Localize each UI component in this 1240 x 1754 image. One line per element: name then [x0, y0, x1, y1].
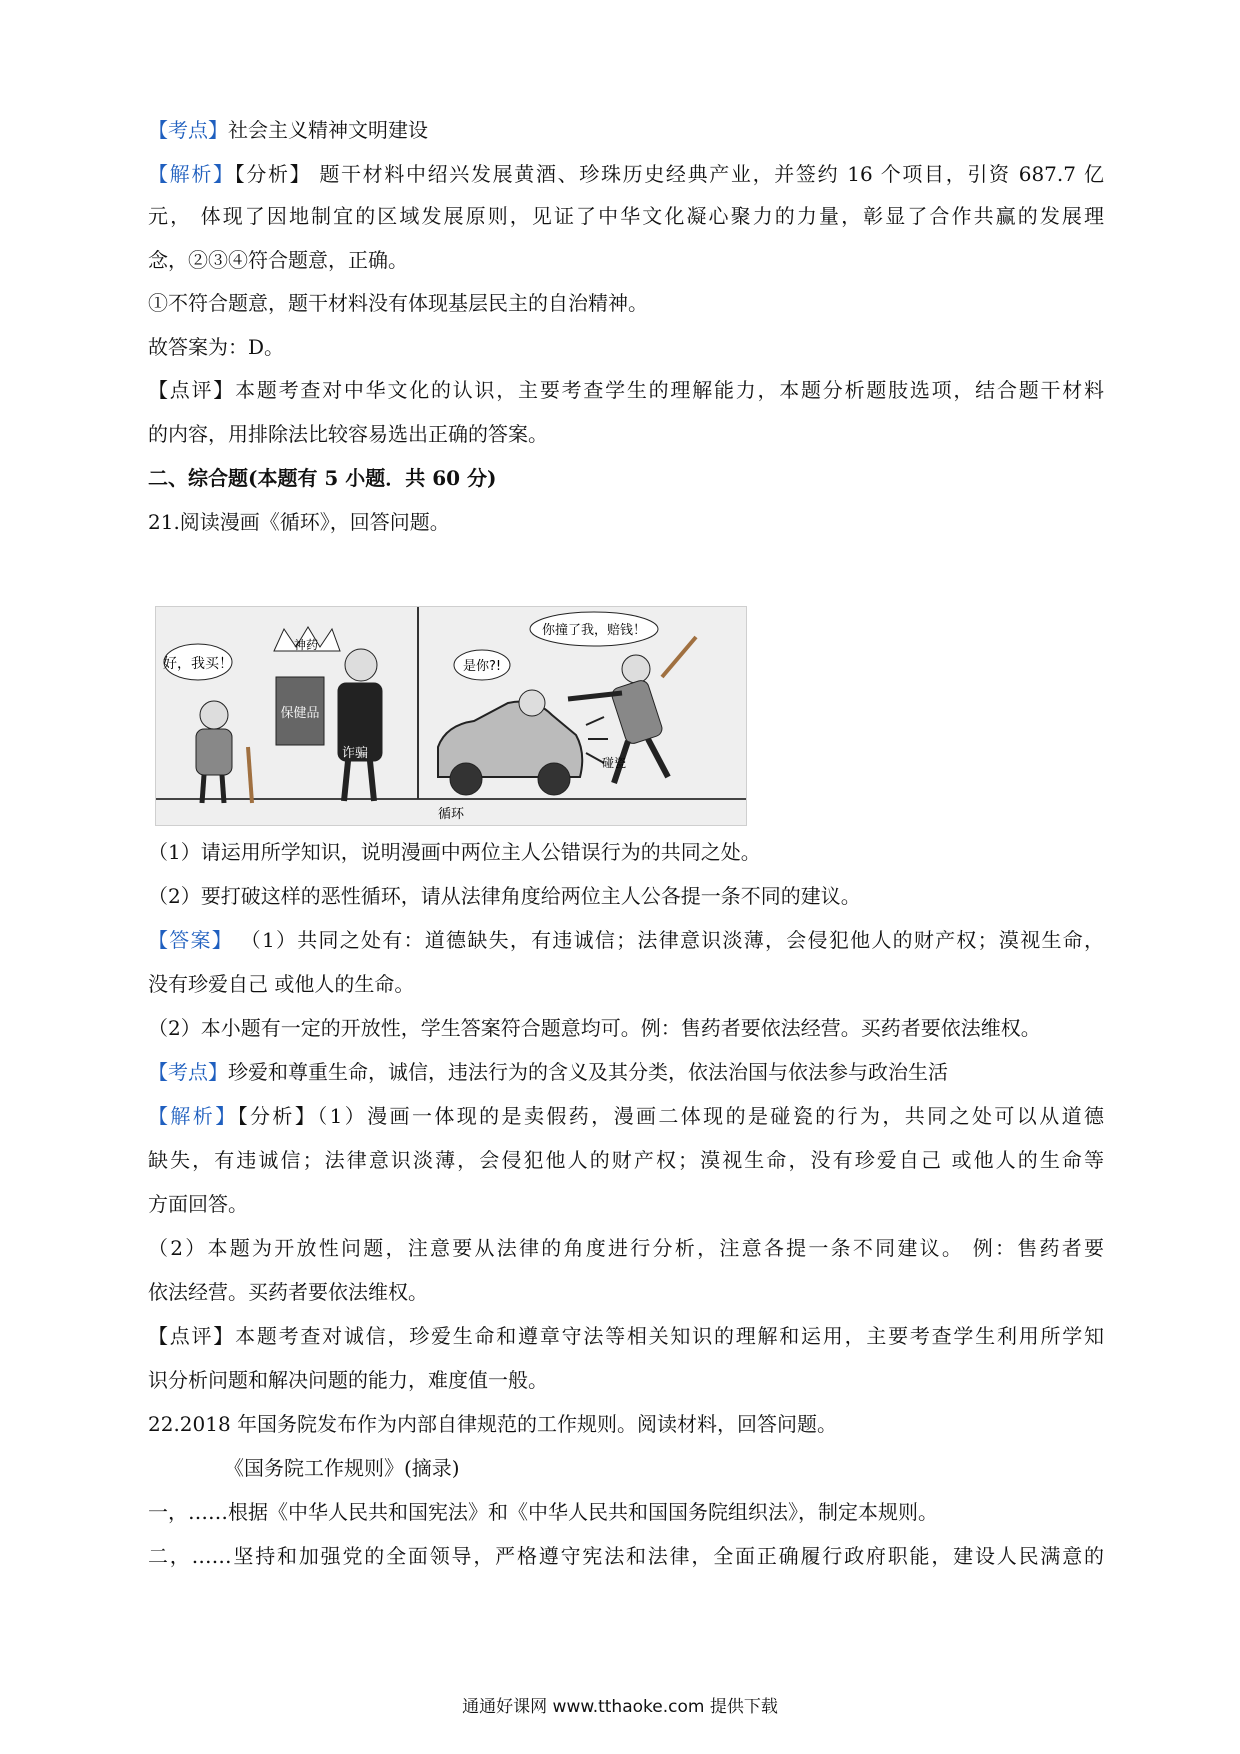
- comment-line: 识分析问题和解决问题的能力，难度值一般。: [148, 1368, 548, 1392]
- comment-text: 本题考查对中华文化的认识，主要考查学生的理解能力，本题分析题肢选项，结合题干材料: [235, 378, 1105, 402]
- sub-question-1: （1）请运用所学知识，说明漫画中两位主人公错误行为的共同之处。: [148, 840, 761, 864]
- answer-text: （1）共同之处有：道德缺失，有违诚信；法律意识淡薄，会侵犯他人的财产权；漠视生命，: [233, 928, 1104, 952]
- sub-question-2: （2）要打破这样的恶性循环，请从法律角度给两位主人公各提一条不同的建议。: [148, 884, 861, 908]
- crown-text: 神药: [293, 638, 319, 652]
- bubble-left-text: 好，我买！: [163, 656, 233, 672]
- comment-line: 的内容，用排除法比较容易选出正确的答案。: [148, 422, 548, 446]
- kaodian-line-2: [148, 1060, 1104, 1084]
- dianping-label: 【点评】: [148, 378, 236, 402]
- answer-line: （2）本小题有一定的开放性，学生答案符合题意均可。例：售药者要依法经营。买药者要依法维权。: [148, 1016, 1041, 1040]
- fenxi-label: 【分析】: [237, 1104, 318, 1128]
- dianping-label: 【点评】: [148, 1324, 236, 1348]
- analysis-line: 方面回答。: [148, 1192, 248, 1216]
- analysis-text: （1）漫画一体现的是卖假药，漫画二体现的是碰瓷的行为，共同之处可以从道德: [317, 1104, 1104, 1128]
- cartoon-cycle: [155, 606, 747, 826]
- section-title: 二、综合题(本题有 5 小题．共 60 分): [148, 466, 497, 490]
- analysis-line: 念，②③④符合题意，正确。: [148, 248, 408, 272]
- comment-line: [148, 378, 1104, 402]
- box-text: 保健品: [280, 706, 320, 721]
- answer-conclusion: 故答案为：D。: [148, 335, 285, 359]
- old-man-left-head: [200, 701, 228, 729]
- cartoon-drawing: [156, 607, 746, 825]
- kaodian-label: 【考点】: [148, 1060, 228, 1084]
- label-crash: 碰瓷: [602, 756, 627, 770]
- bubble-right-text: 你撞了我，赔钱！: [541, 623, 647, 638]
- kaodian-text: 珍爱和尊重生命，诚信，违法行为的含义及其分类，依法治国与依法参与政治生活: [228, 1060, 948, 1084]
- label-fraud: 诈骗: [342, 746, 369, 761]
- question-22-stem: 22.2018 年国务院发布作为内部自律规范的工作规则。阅读材料，回答问题。: [148, 1412, 838, 1436]
- car-wheel: [450, 763, 482, 795]
- car-wheel: [538, 763, 570, 795]
- old-man-left-leg: [222, 775, 224, 803]
- jiexi-label: 【解析】: [148, 162, 235, 186]
- old-man-left-body: [196, 729, 232, 775]
- seller-leg: [344, 761, 348, 801]
- bubble-mid-text: 是你?!: [462, 659, 502, 674]
- analysis-line: ①不符合题意，题干材料没有体现基层民主的自治精神。: [148, 291, 648, 315]
- comment-line: [148, 1324, 1104, 1348]
- analysis-line: [148, 162, 1104, 186]
- answer-line: [148, 928, 1104, 952]
- analysis-line: （2）本题为开放性问题，注意要从法律的角度进行分析，注意各提一条不同建议。 例：售药者要: [148, 1236, 1104, 1260]
- analysis-line: 缺失，有违诚信；法律意识淡薄，会侵犯他人的财产权；漠视生命，没有珍爱自己 或他人的生命等: [148, 1148, 1104, 1172]
- old-man-left-leg: [202, 775, 204, 803]
- rule-item: 一，……根据《中华人民共和国宪法》和《中华人民共和国国务院组织法》，制定本规则。: [148, 1500, 938, 1524]
- daan-label: 【答案】: [148, 928, 234, 952]
- question-21-stem: 21.阅读漫画《循环》，回答问题。: [148, 510, 450, 534]
- seller-leg: [370, 761, 374, 801]
- old-man-right-head: [622, 655, 650, 683]
- answer-line: 没有珍爱自己 或他人的生命。: [148, 972, 415, 996]
- kaodian-text: 社会主义精神文明建设: [228, 118, 428, 142]
- analysis-line: [148, 1104, 1104, 1128]
- analysis-line: 元， 体现了因地制宜的区域发展原则，见证了中华文化凝心聚力的力量，彰显了合作共赢的发展理: [148, 204, 1104, 228]
- seller-head: [345, 649, 377, 681]
- page-footer: 通通好课网 www.tthaoke.com 提供下载: [462, 1697, 778, 1717]
- driver-head: [519, 690, 545, 716]
- comment-text: 本题考查对诚信，珍爱生命和遵章守法等相关知识的理解和运用，主要考查学生利用所学知: [235, 1324, 1105, 1348]
- rule-item: 二，……坚持和加强党的全面领导，严格遵守宪法和法律，全面正确履行政府职能，建设人民满意的: [148, 1544, 1104, 1568]
- analysis-line: 依法经营。买药者要依法维权。: [148, 1280, 428, 1304]
- jiexi-label: 【解析】: [148, 1104, 238, 1128]
- analysis-text: 题干材料中绍兴发展黄酒、珍珠历史经典产业，并签约 16 个项目，引资 687.7 亿: [311, 162, 1105, 186]
- document-title: 《国务院工作规则》(摘录): [224, 1456, 460, 1480]
- kaodian-line-1: [148, 118, 1104, 142]
- kaodian-label: 【考点】: [148, 118, 228, 142]
- fenxi-label: 【分析】: [234, 162, 312, 186]
- cartoon-caption: 循环: [437, 807, 465, 822]
